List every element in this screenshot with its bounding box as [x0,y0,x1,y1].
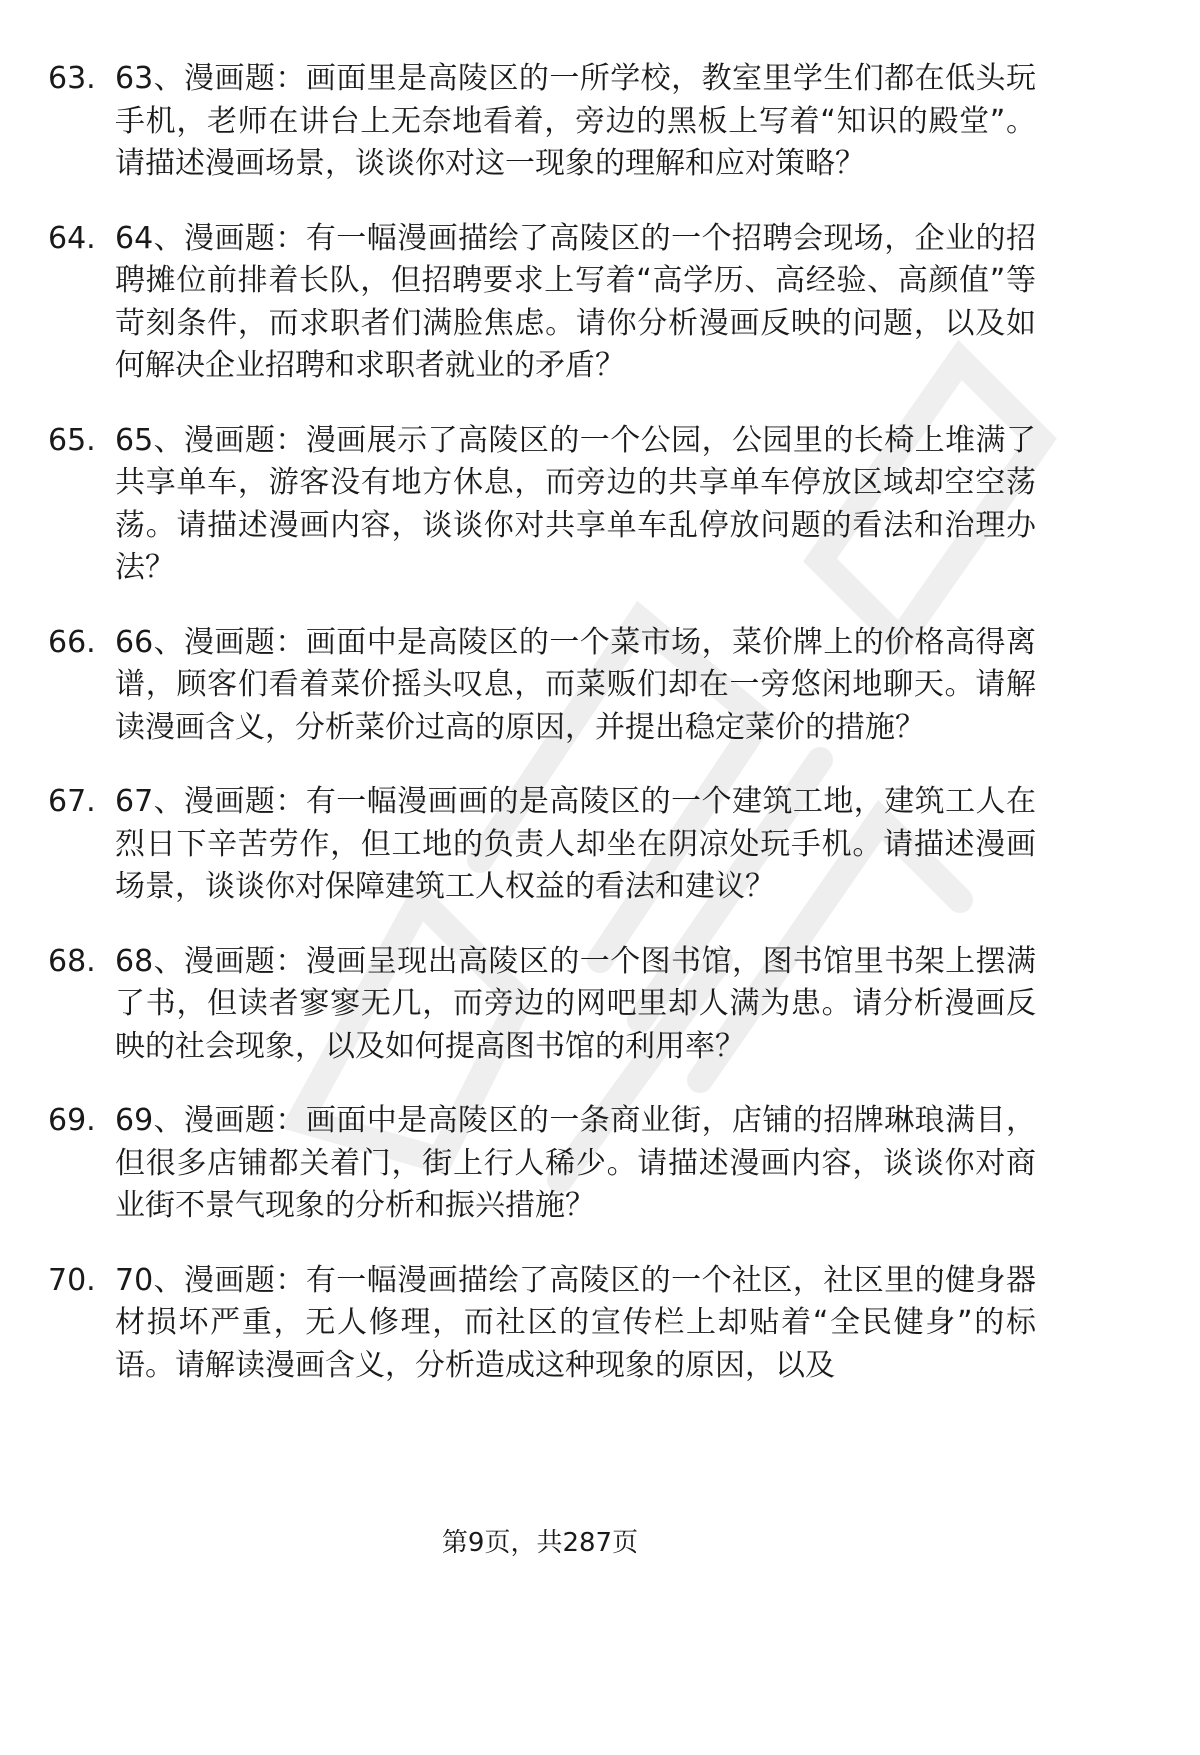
question-item-67 [0,781,1080,909]
question-number: 65. [48,422,96,458]
page-footer: 第9页，共287页 [441,1528,639,1558]
question-text: 68、漫画题：漫画呈现出高陵区的一个图书馆，图书馆里书架上摆满了书，但读者寥寥无几，而旁边的网吧里却人满为患。请分析漫画反映的社会现象，以及如何提高图书馆的利用率？ [115,943,1036,1064]
question-item-69 [0,1100,1080,1228]
question-text: 67、漫画题：有一幅漫画画的是高陵区的一个建筑工地，建筑工人在烈日下辛苦劳作，但工地的负责人却坐在阴凉处玩手机。请描述漫画场景，谈谈你对保障建筑工人权益的看法和建议？ [115,784,1036,904]
question-item-63 [0,58,1080,186]
question-text: 66、漫画题：画面中是高陵区的一个菜市场，菜价牌上的价格高得离谱，顾客们看着菜价摇头叹息，而菜贩们却在一旁悠闲地聊天。请解读漫画含义，分析菜价过高的原因，并提出稳定菜价的措施？ [115,624,1036,745]
question-text: 64、漫画题：有一幅漫画描绘了高陵区的一个招聘会现场，企业的招聘摊位前排着长队，但招聘要求上写着“高学历、高经验、高颜值”等苛刻条件，而求职者们满脸焦虑。请你分析漫画反映的问题，以及如何解决企业招聘和求职者就业的矛盾？ [115,220,1036,383]
question-list [0,58,1080,1419]
question-text: 69、漫画题：画面中是高陵区的一条商业街，店铺的招牌琳琅满目，但很多店铺都关着门，街上行人稀少。请描述漫画内容，谈谈你对商业街不景气现象的分析和振兴措施？ [115,1103,1036,1223]
question-number: 66. [48,624,96,660]
question-number: 69. [48,1103,96,1138]
question-number: 70. [48,1262,96,1298]
question-text: 65、漫画题：漫画展示了高陵区的一个公园，公园里的长椅上堆满了共享单车，游客没有地方休息，而旁边的共享单车停放区域却空空荡荡。请描述漫画内容，谈谈你对共享单车乱停放问题的看法和治理办法？ [115,422,1036,585]
question-text: 63、漫画题：画面里是高陵区的一所学校，教室里学生们都在低头玩手机，老师在讲台上无奈地看着，旁边的黑板上写着“知识的殿堂”。请描述漫画场景，谈谈你对这一现象的理解和应对策略？ [115,61,1036,181]
question-number: 63. [48,61,96,96]
question-number: 68. [48,943,96,979]
question-item-65 [0,420,1080,590]
question-text: 70、漫画题：有一幅漫画描绘了高陵区的一个社区，社区里的健身器材损坏严重，无人修理，而社区的宣传栏上却贴着“全民健身”的标语。请解读漫画含义，分析造成这种现象的原因，以及 [115,1262,1036,1383]
question-number: 67. [48,784,96,819]
question-number: 64. [48,220,96,256]
question-item-70 [0,1260,1080,1388]
question-item-64 [0,218,1080,388]
question-item-68 [0,941,1080,1069]
question-item-66 [0,622,1080,750]
